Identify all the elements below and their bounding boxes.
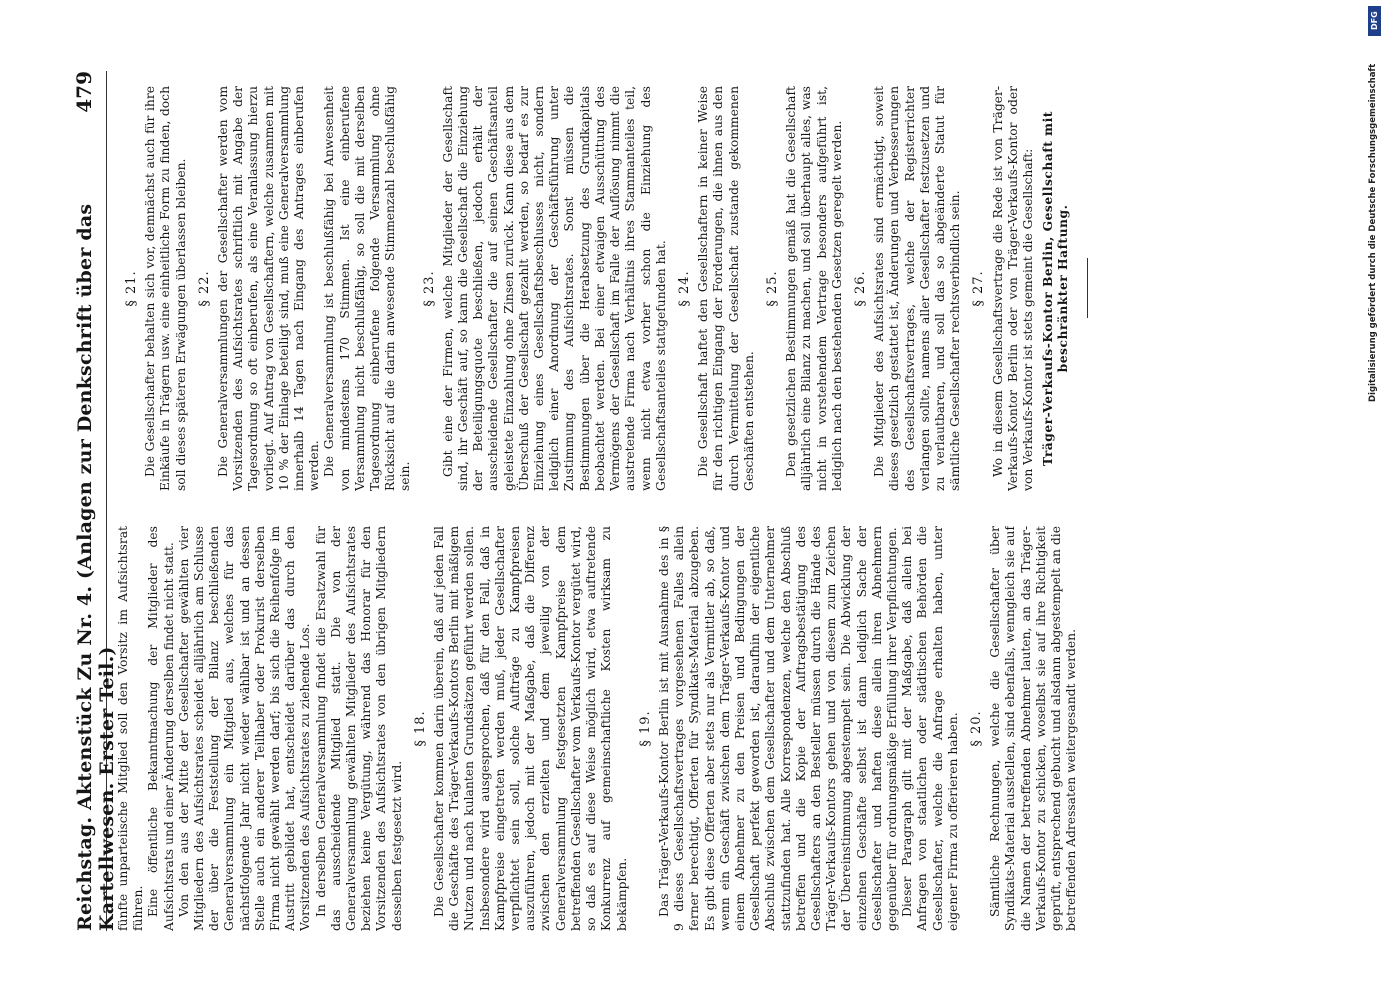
right-column (116, 86, 1356, 491)
section-heading: § 24. (676, 270, 692, 307)
running-header (72, 71, 118, 931)
paragraph: In derselben Generalversammlung findet die Ersatzwahl für das ausscheidende Mitglied statt. Die von der Generalversammlung gewählten Mitglieder des Aufsichtsrates beziehen keine Vergütung, während das Honorar für den Vorsitzenden des Aufsichtsrates von den übrigen Mitgliedern desselben festgesetzt wird. (313, 526, 404, 931)
paragraph: Das Träger-Verkaufs-Kontor Berlin ist mit Ausnahme des in § 9 dieses Gesellschaftsvertrages vorgesehenen Falles allein ferner berechtigt, Offerten für Syndikats-Material abzugeben. Es gibt diese Offerten aber stets nur als Vermittler ab, so daß, wenn ein Geschäft zwischen dem Träger-Verkaufs-Kontor und einem Abnehmer zu den Preisen und Bedingungen der Gesellschaft perfekt geworden ist, daraufhin der eigentliche Abschluß zwischen dem Gesellschafter und dem Unternehmer stattzufinden hat. Alle Korrespondenzen, welche den Abschluß betreffen und die Kopie der Auftragsbestätigung des Gesellschafters an den Besteller müssen durch die Hände des Träger-Verkaufs-Kontors gehen und von diesem zum Zeichen der Übereinstimmung abgestempelt sein. Die Abwicklung der einzelnen Geschäfte selbst ist dann lediglich Sache der Gesellschafter und haften diese allein ihren Abnehmern gegenüber für ordnungsmäßige Erfüllung ihrer Verpflichtungen. (656, 526, 899, 931)
paragraph: fünfte unparteiische Mitglied soll den Vorsitz im Aufsichtsrat führen. (116, 526, 146, 931)
paragraph: Die Gesellschafter kommen darin überein, daß auf jeden Fall die Geschäfte des Träger-Verkaufs-Kontors Berlin mit mäßigem Nutzen und nach kulanten Grundsätzen geführt werden sollen. Insbesondere wird ausgesprochen, daß für den Fall, daß in Kampfpreise eingetreten werden muß, jeder Gesellschafter verpflichtet sein soll, solche Aufträge zu Kampfpreisen auszuführen, jedoch mit der Maßgabe, daß die Differenz zwischen den erzielten und dem jeweilig von der Generalversammlung festgesetzten Kampfpreise dem betreffenden Gesellschafter vom Verkaufs-Kontor vergütet wird, so daß es auf diese Weise möglich wird, etwa auftretende Konkurrenz auf gemeinschaftliche Kosten wirksam zu bekämpfen. (432, 526, 629, 931)
paragraph: Eine öffentliche Bekanntmachung der Mitglieder des Aufsichtsrats und einer Änderung derselben findet nicht statt. (146, 526, 176, 931)
dfg-logo: DFG (1368, 6, 1381, 36)
paragraph: Sämtliche Rechnungen, welche die Gesellschafter über Syndikats-Material ausstellen, sind ebenfalls, wenngleich sie auf die Namen der betreffenden Abnehmer lauten, an das Träger-Verkaufs-Kontor zu schicken, woselbst sie auf ihre Richtigkeit geprüft, entsprechend gebucht und alsdann abgestempelt an die betreffenden Adressaten weitergesandt werden. (988, 526, 1079, 931)
section-heading: § 25. (764, 270, 780, 307)
section-heading: § 27. (971, 270, 987, 307)
digitization-credit: Digitalisierung gefördert durch die Deutsche Forschungsgemeinschaft (1368, 63, 1378, 402)
paragraph: Die Gesellschaft haftet den Gesellschaftern in keiner Weise für den richtigen Eingang der Forderungen, die ihnen aus den durch Vermittelung der Gesellschaft zustande gekommenen Geschäften entstehen. (696, 86, 756, 491)
digitization-note (1368, 6, 1380, 996)
section-heading: § 21. (124, 270, 139, 307)
paragraph: Die Generalversammlungen der Gesellschafter werden vom Vorsitzenden des Aufsichtsrates schriftlich mit Angabe der Tagesordnung so oft einberufen, als eine Veranlassung hierzu vorliegt. Auf Antrag von Gesellschaftern, welche zusammen mit 10 % der Einlage beteiligt sind, muß eine Generalversammlung innerhalb 14 Tagen nach Eingang des Antrages einberufen werden. (216, 86, 322, 491)
page-number: 479 (72, 71, 96, 113)
company-signature: Träger-Verkaufs-Kontor Berlin, Gesellschaft mit beschränkter Haftung. (1040, 111, 1071, 466)
paragraph: Die Mitglieder des Aufsichtsrates sind ermächtigt, soweit dieses gesetzlich gestattet ist, Änderungen und Verbesserungen des Gesellschaftsvertrages, welche der Registerrichter verlangen sollte, namens aller Gesellschafter festzusetzen und zu verlautbaren, und soll das so abgeänderte Statut für sämtliche Gesellschafter rechtsverbindlich sein. (872, 86, 963, 491)
closing-rule (1087, 259, 1088, 319)
header-title: Reichstag. Aktenstück Zu Nr. 4. (Anlagen zur Denkschrift über das Kartellwesen. Erster Teil.) (74, 203, 118, 931)
section-heading: § 23. (421, 270, 437, 307)
paragraph: Die Generalversammlung ist beschlußfähig bei Anwesenheit von mindestens 170 Stimmen. Ist eine einberufene Versammlung nicht beschlußfähig, so soll die mit derselben Tagesordnung einberufene folgende Versammlung ohne Rücksicht auf die darin anwesende Stimmenzahl beschlußfähig sein. (322, 86, 413, 491)
left-column (116, 526, 1356, 931)
section-heading: § 18. (412, 710, 428, 747)
section-heading: § 22. (196, 270, 212, 307)
paragraph: Die Gesellschafter behalten sich vor, demnächst auch für ihre Einkäufe in Trägern usw. eine einheitliche Form zu finden, doch soll dieses späteren Erwägungen überlassen bleiben. (143, 86, 188, 491)
paragraph: Gibt eine der Firmen, welche Mitglieder der Gesellschaft sind, ihr Geschäft auf, so kann die Gesellschaft die Einziehung der Beteiligungsquote beschließen, jedoch erhält der ausscheidende Gesellschafter die auf seinen Geschäftsanteil geleistete Einzahlung ohne Zinsen zurück. Kann diese aus dem Überschuß der Gesellschaft gezahlt werden, so bedarf es zur Einziehung eines Gesellschaftsbeschlusses nicht, sondern lediglich einer Anordnung der Geschäftsführung unter Zustimmung des Aufsichtsrates. Sonst müssen die Bestimmungen über die Herabsetzung des Grundkapitals beobachtet werden. Bei einer etwaigen Ausschüttung des Vermögens der Gesellschaft im Falle der Auflösung nimmt die austretende Firma nach Verhältnis ihres Stammanteiles teil, wenn nicht etwa vorher schon die Einziehung des Gesellschaftsanteiles stattgefunden hat. (440, 86, 668, 491)
paragraph: Wo in diesem Gesellschaftsvertrage die Rede ist von Träger-Verkaufs-Kontor Berlin oder von Träger-Verkaufs-Kontor oder von Verkaufs-Kontor ist stets gemeint die Gesellschaft: (990, 86, 1035, 491)
section-heading: § 19. (637, 710, 653, 747)
paragraph: Dieser Paragraph gilt mit der Maßgabe, daß allein bei Anfragen von staatlichen oder städtischen Behörden die Gesellschafter, welche die Anfrage erhalten haben, unter eigener Firma zu offerieren haben. (900, 526, 960, 931)
page-sheet (72, 71, 1372, 931)
section-heading: § 26. (852, 270, 868, 307)
section-heading: § 20. (968, 710, 984, 747)
rotated-page-scan (72, 71, 1372, 931)
paragraph: Von den aus der Mitte der Gesellschafter gewählten vier Mitgliedern des Aufsichtsrates scheidet alljährlich am Schlusse der über die Feststellung der Bilanz beschließenden Generalversammlung ein Mitglied aus, welches für das nächstfolgende Jahr nicht wieder wählbar ist und an dessen Stelle auch ein anderer Teilhaber oder Prokurist derselben Firma nicht gewählt werden darf; bis sich die Reihenfolge im Austritt gebildet hat, entscheidet darüber das durch den Vorsitzenden des Aufsichtsrates zu ziehende Los. (176, 526, 313, 931)
paragraph: Den gesetzlichen Bestimmungen gemäß hat die Gesellschaft alljährlich eine Bilanz zu machen, und soll überhaupt alles, was nicht in vorstehendem Vertrage besonders aufgeführt ist, lediglich nach den bestehenden Gesetzen geregelt werden. (784, 86, 844, 491)
